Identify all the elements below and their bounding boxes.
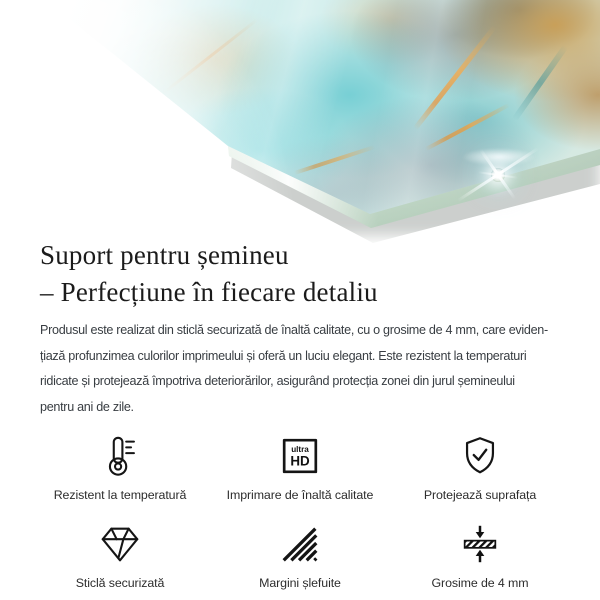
svg-text:ultra: ultra <box>291 445 309 455</box>
teal-vein <box>512 44 569 121</box>
lens-flare-sparkle-icon <box>450 142 546 208</box>
feature-label: Grosime de 4 mm <box>431 576 529 590</box>
gold-vein <box>162 18 258 94</box>
gold-vein <box>293 145 375 175</box>
features-grid <box>30 429 570 590</box>
feature-label: Margini șlefuite <box>259 576 341 590</box>
feature-tempered-glass <box>30 517 210 590</box>
feature-surface-protection <box>390 429 570 502</box>
svg-text:HD: HD <box>290 453 310 469</box>
feature-polished-edges <box>210 517 390 590</box>
feature-label: Imprimare de înaltă calitate <box>226 488 374 502</box>
product-description: Produsul este realizat din sticlă securizată de înaltă calitate, cu o grosime de 4 mm, care eviden- țiază profunzimea culorilor imprimeului și oferă un luciu elegant. Este rezistent la temperaturi ridicate și protejează împotriva deteriorărilor, asigurând protecția zonei din jurul șemineului pentru ani de zile. <box>40 323 548 414</box>
feature-temperature-resistant <box>30 429 210 502</box>
feature-label: Protejează suprafața <box>423 488 537 502</box>
product-photo <box>0 0 600 236</box>
gold-vein <box>413 25 497 131</box>
feature-thickness <box>390 517 570 590</box>
feature-print-quality <box>210 429 390 502</box>
feature-label: Rezistent la temperatură <box>53 488 187 502</box>
title-line-2: – Perfecțiune în fiecare detaliu <box>40 277 378 307</box>
ultra-hd-icon <box>277 429 323 479</box>
product-info-section <box>0 236 600 590</box>
title-line-1: Suport pentru șemineu <box>40 240 289 270</box>
diamond-icon <box>97 517 143 567</box>
thermometer-icon <box>97 429 143 479</box>
polished-edges-icon <box>277 517 323 567</box>
shield-check-icon <box>457 429 503 479</box>
feature-label: Sticlă securizată <box>75 576 165 590</box>
compressed-thickness-icon <box>457 517 503 567</box>
page-title <box>40 236 570 311</box>
